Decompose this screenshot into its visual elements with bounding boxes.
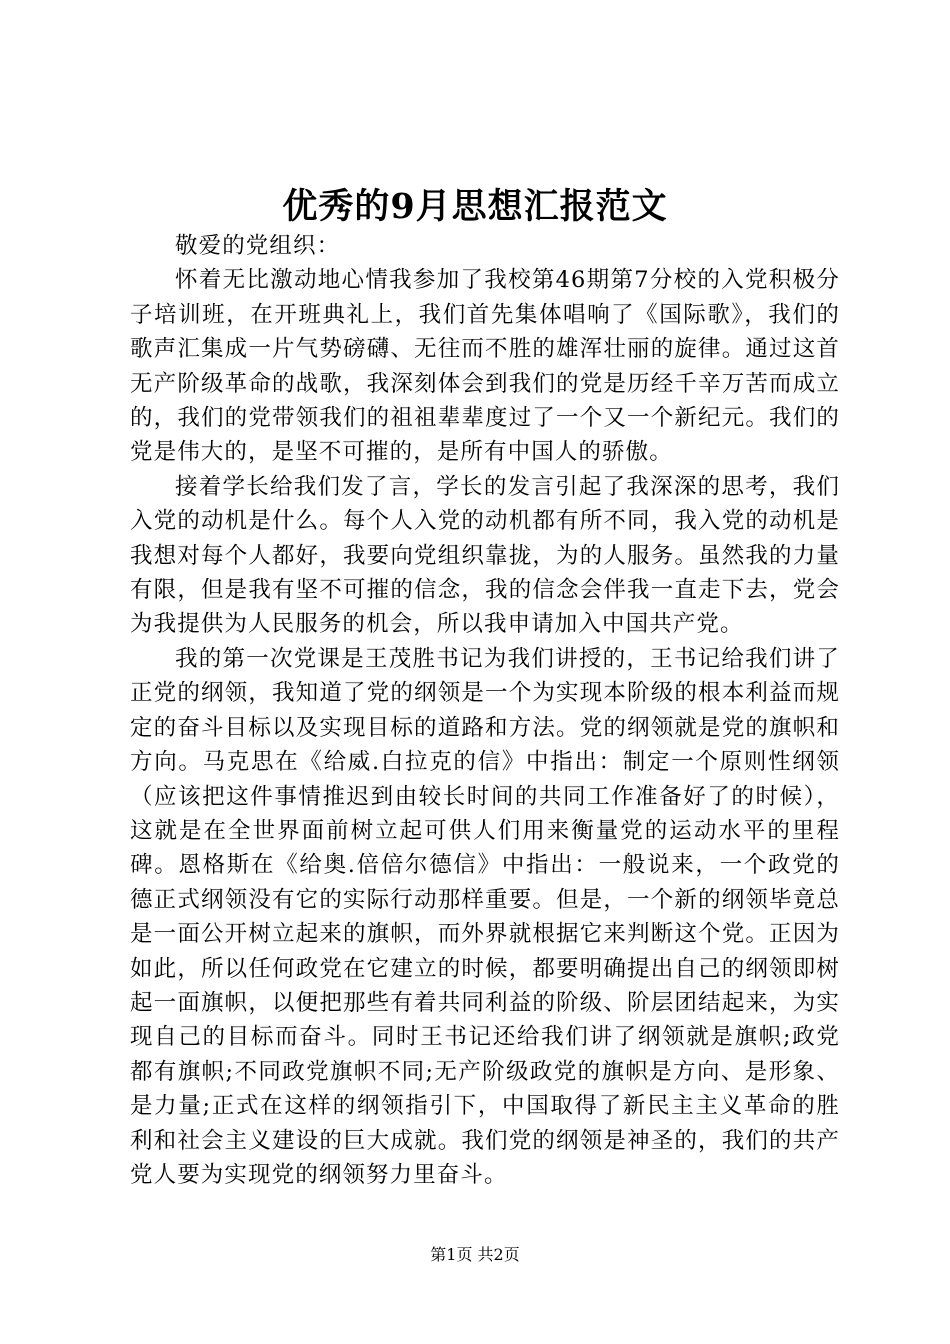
paragraph-1: 怀着无比激动地心情我参加了我校第46期第7分校的入党积极分子培训班，在开班典礼上，我们首先集体唱响了《国际歌》，我们的歌声汇集成一片气势磅礴、无往而不胜的雄浑壮丽的旋律。通过这首无产阶级革命的战歌，我深刻体会到我们的党是历经千辛万苦而成立的，我们的党带领我们的祖祖辈辈度过了一个又一个新纪元。我们的党是伟大的，是坚不可摧的，是所有中国人的骄傲。 bbox=[130, 267, 840, 466]
paragraph-3: 我的第一次党课是王茂胜书记为我们讲授的，王书记给我们讲了正党的纲领，我知道了党的纲领是一个为实现本阶级的根本利益而规定的奋斗目标以及实现目标的道路和方法。党的纲领就是党的旗帜和方向。马克思在《给威.白拉克的信》中指出：制定一个原则性纲领（应该把这件事情推迟到由较长时间的共同工作准备好了的时候），这就是在全世界面前树立起可供人们用来衡量党的运动水平的里程碑。恩格斯在《给奥.倍倍尔德信》中指出：一般说来，一个政党的德正式纲领没有它的实际行动那样重要。但是，一个新的纲领毕竟总是一面公开树立起来的旗帜，而外界就根据它来判断这个党。正因为如此，所以任何政党在它建立的时候，都要明确提出自己的纲领即树起一面旗帜，以便把那些有着共同利益的阶级、阶层团结起来，为实现自己的目标而奋斗。同时王书记还给我们讲了纲领就是旗帜;政党都有旗帜;不同政党旗帜不同;无产阶级政党的旗帜是方向、是形象、是力量;正式在这样的纲领指引下，中国取得了新民主主义革命的胜利和社会主义建设的巨大成就。我们党的纲领是神圣的，我们的共产党人要为实现党的纲领努力里奋斗。 bbox=[130, 645, 840, 1188]
page-footer: 第1页 共2页 bbox=[430, 1245, 520, 1264]
paragraph-2: 接着学长给我们发了言，学长的发言引起了我深深的思考，我们入党的动机是什么。每个人入党的动机都有所不同，我入党的动机是我想对每个人都好，我要向党组织靠拢，为的人服务。虽然我的力量有限，但是我有坚不可摧的信念，我的信念会伴我一直走下去，党会为我提供为人民服务的机会，所以我申请加入中国共产党。 bbox=[130, 473, 840, 638]
document-body bbox=[130, 229, 840, 1192]
salutation: 敬爱的党组织： bbox=[175, 233, 341, 259]
document-title: 优秀的9月思想汇报范文 bbox=[282, 186, 668, 227]
